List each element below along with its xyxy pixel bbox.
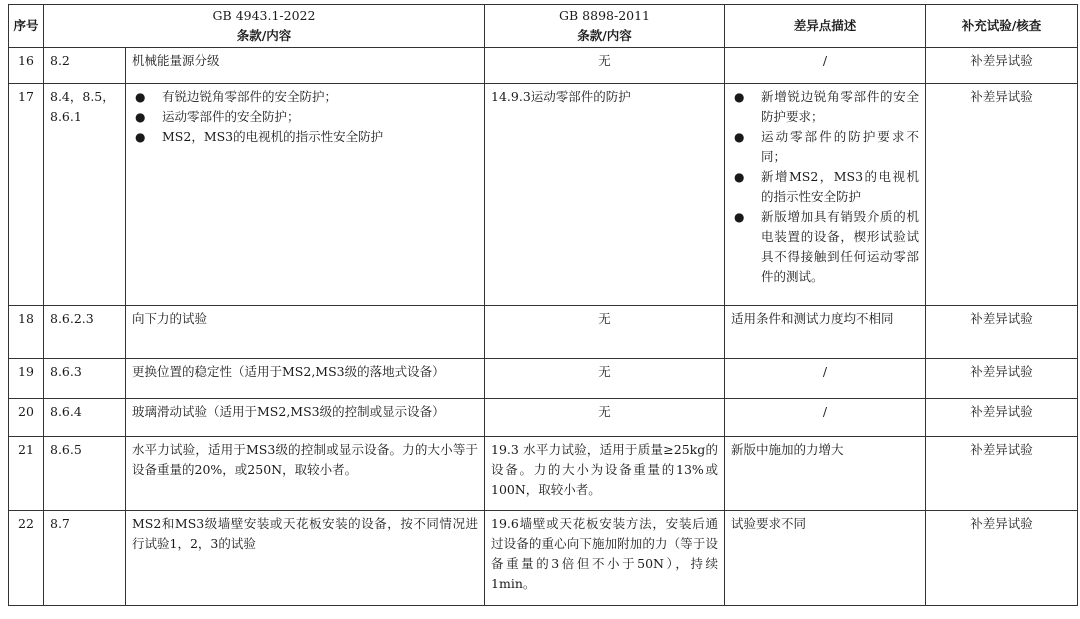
table-row — [9, 437, 1078, 511]
row-clause: 8.6.3 — [44, 359, 126, 399]
row-supplementary: 补差异试验 — [926, 359, 1078, 399]
list-item-text: 新版增加具有销毁介质的机电装置的设备，楔形试验试具不得接触到任何运动零部件的测试。 — [761, 209, 920, 284]
row-content — [126, 84, 485, 306]
bullet-icon: ● — [734, 90, 745, 104]
table-row — [9, 399, 1078, 437]
list-item-text: 有锐边锐角零部件的安全防护； — [162, 89, 338, 104]
row-supplementary: 补差异试验 — [926, 437, 1078, 511]
row-content: 更换位置的稳定性（适用于MS2,MS3级的落地式设备） — [126, 359, 485, 399]
row-diff: / — [725, 399, 926, 437]
comparison-table — [8, 4, 1078, 606]
row-seq: 18 — [9, 306, 44, 359]
header-diff: 差异点描述 — [725, 5, 926, 48]
list-item-text: MS2，MS3的电视机的指示性安全防护 — [162, 129, 384, 144]
list-item — [731, 127, 919, 167]
bullet-icon: ● — [734, 170, 745, 184]
header-new-standard-sub: 条款/内容 — [236, 28, 292, 43]
row-clause: 8.4，8.5，8.6.1 — [44, 84, 126, 306]
row-diff: 新版中施加的力增大 — [725, 437, 926, 511]
row-clause: 8.7 — [44, 511, 126, 606]
table-row — [9, 306, 1078, 359]
row-old-standard: 19.6墙壁或天花板安装方法，安装后通过设备的重心向下施加附加的力（等于设备重量的3倍但不小于50N），持续1min。 — [485, 511, 725, 606]
row-old-standard: 无 — [485, 48, 725, 84]
header-row — [9, 5, 1078, 48]
bullet-icon: ● — [135, 110, 146, 124]
diff-list — [731, 87, 919, 287]
row-seq: 21 — [9, 437, 44, 511]
row-old-standard: 无 — [485, 306, 725, 359]
header-seq: 序号 — [9, 5, 44, 48]
header-new-standard-code: GB 4943.1-2022 — [212, 8, 316, 23]
content-list — [132, 87, 478, 147]
list-item-text: 运动零部件的安全防护； — [162, 109, 300, 124]
row-content: MS2和MS3级墙壁安装或天花板安装的设备，按不同情况进行试验1，2，3的试验 — [126, 511, 485, 606]
list-item-text: 新增MS2，MS3的电视机的指示性安全防护 — [761, 169, 920, 204]
row-old-standard: 无 — [485, 359, 725, 399]
bullet-icon: ● — [734, 210, 745, 224]
row-supplementary: 补差异试验 — [926, 84, 1078, 306]
row-content: 机械能量源分级 — [126, 48, 485, 84]
row-seq: 16 — [9, 48, 44, 84]
table-row — [9, 84, 1078, 306]
row-diff: 试验要求不同 — [725, 511, 926, 606]
row-supplementary: 补差异试验 — [926, 511, 1078, 606]
list-item — [132, 87, 478, 107]
list-item-text: 运动零部件的防护要求不同； — [761, 129, 920, 164]
list-item — [731, 207, 919, 287]
row-clause: 8.2 — [44, 48, 126, 84]
header-old-standard-code: GB 8898-2011 — [559, 8, 651, 23]
row-diff: 适用条件和测试力度均不相同 — [725, 306, 926, 359]
bullet-icon: ● — [135, 130, 146, 144]
row-old-standard: 19.3 水平力试验，适用于质量≥25kg的设备。力的大小为设备重量的13%或100N，取较小者。 — [485, 437, 725, 511]
bullet-icon: ● — [135, 90, 146, 104]
row-old-standard: 14.9.3运动零部件的防护 — [485, 84, 725, 306]
row-diff — [725, 84, 926, 306]
row-clause: 8.6.4 — [44, 399, 126, 437]
list-item — [731, 87, 919, 127]
table-row — [9, 48, 1078, 84]
header-old-standard — [485, 5, 725, 48]
row-supplementary: 补差异试验 — [926, 399, 1078, 437]
row-content: 玻璃滑动试验（适用于MS2,MS3级的控制或显示设备） — [126, 399, 485, 437]
header-old-standard-sub: 条款/内容 — [577, 28, 632, 43]
row-old-standard: 无 — [485, 399, 725, 437]
list-item-text: 新增锐边锐角零部件的安全防护要求； — [761, 89, 920, 124]
row-clause: 8.6.2.3 — [44, 306, 126, 359]
list-item — [132, 107, 478, 127]
list-item — [132, 127, 478, 147]
list-item — [731, 167, 919, 207]
row-content: 向下力的试验 — [126, 306, 485, 359]
row-content: 水平力试验，适用于MS3级的控制或显示设备。力的大小等于设备重量的20%，或250N，取较小者。 — [126, 437, 485, 511]
row-seq: 20 — [9, 399, 44, 437]
bullet-icon: ● — [734, 130, 745, 144]
row-seq: 22 — [9, 511, 44, 606]
header-supplementary: 补充试验/核查 — [926, 5, 1078, 48]
header-new-standard — [44, 5, 485, 48]
row-seq: 19 — [9, 359, 44, 399]
row-supplementary: 补差异试验 — [926, 306, 1078, 359]
row-diff: / — [725, 359, 926, 399]
table-row — [9, 511, 1078, 606]
row-seq: 17 — [9, 84, 44, 306]
row-diff: / — [725, 48, 926, 84]
row-clause: 8.6.5 — [44, 437, 126, 511]
table-row — [9, 359, 1078, 399]
row-supplementary: 补差异试验 — [926, 48, 1078, 84]
